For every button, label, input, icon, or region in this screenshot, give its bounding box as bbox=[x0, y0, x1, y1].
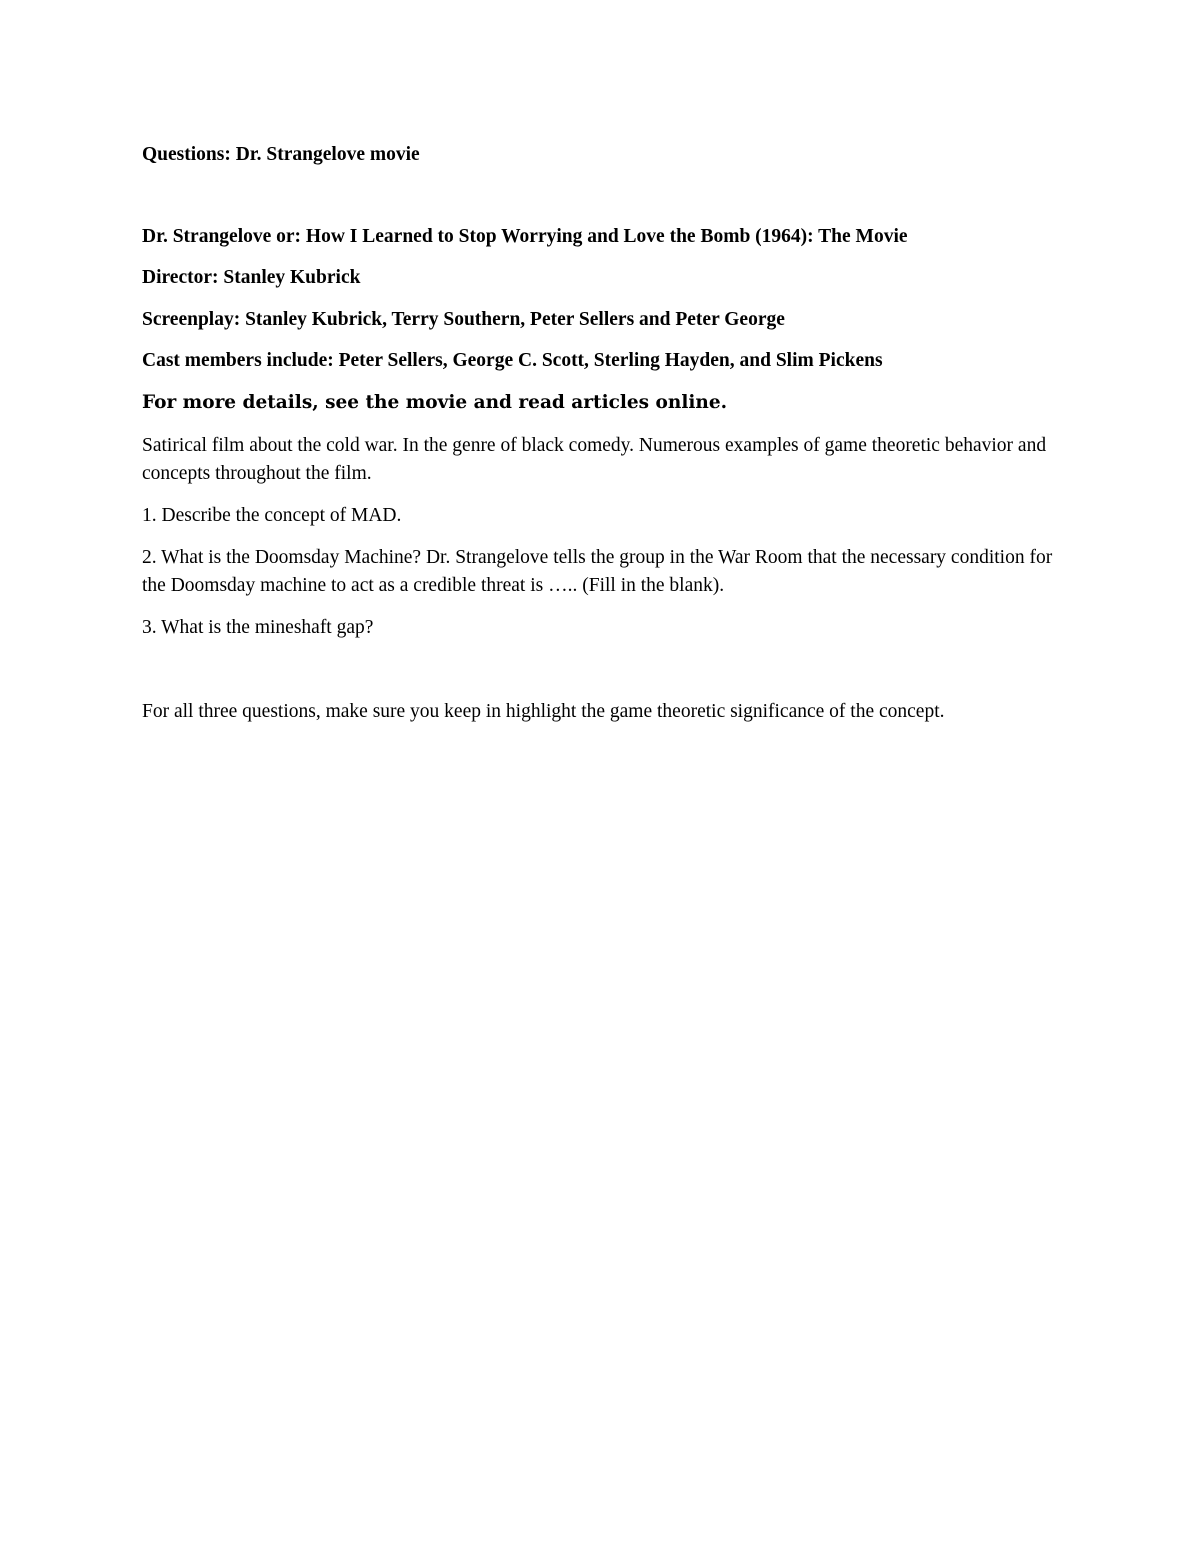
intro-paragraph: Satirical film about the cold war. In the genre of black comedy. Numerous examples of game theoretic behavior and concepts throughout the film. bbox=[142, 435, 1047, 484]
document-heading: Questions: Dr. Strangelove movie bbox=[142, 144, 420, 165]
movie-title: Dr. Strangelove or: How I Learned to Stop Worrying and Love the Bomb (1964): The Movie bbox=[142, 226, 908, 247]
cast-line: Cast members include: Peter Sellers, George C. Scott, Sterling Hayden, and Slim Pickens bbox=[142, 350, 883, 371]
question-3: 3. What is the mineshaft gap? bbox=[142, 617, 374, 638]
question-1: 1. Describe the concept of MAD. bbox=[142, 505, 402, 526]
screenplay-line: Screenplay: Stanley Kubrick, Terry Southern, Peter Sellers and Peter George bbox=[142, 309, 785, 330]
more-details-line: For more details, see the movie and read articles online. bbox=[142, 392, 728, 413]
director-line: Director: Stanley Kubrick bbox=[142, 267, 361, 288]
closing-instruction: For all three questions, make sure you keep in highlight the game theoretic significance of the concept. bbox=[142, 701, 945, 722]
question-2: 2. What is the Doomsday Machine? Dr. Strangelove tells the group in the War Room that the necessary condition for the Doomsday machine to act as a credible threat is ….. (Fill in the blank). bbox=[142, 547, 1053, 596]
